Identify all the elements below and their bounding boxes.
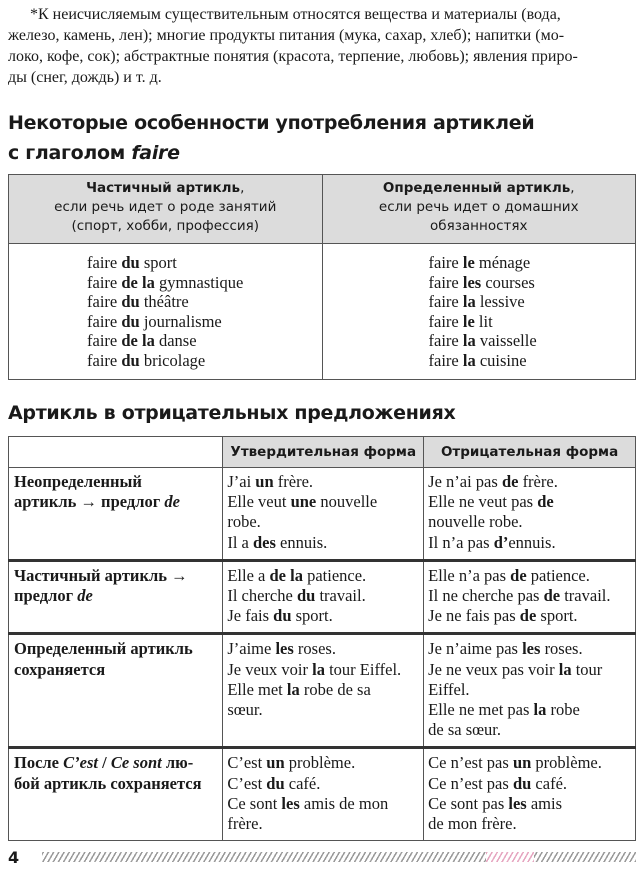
- sentence-text: sport.: [291, 606, 333, 626]
- sentence-text: patience.: [302, 565, 367, 585]
- verb-text: faire: [87, 292, 122, 312]
- footnote-line: локо, кофе, сок); абстрактные понятия (красота, терпение, любовь); явления приро-: [8, 48, 578, 65]
- negative-examples-cell: [424, 748, 636, 841]
- example-line: [428, 492, 631, 512]
- footnote: [8, 4, 636, 88]
- noun-text: théâtre: [139, 292, 189, 312]
- noun-text: sport: [139, 253, 177, 272]
- sentence-text: nouvelle: [316, 492, 378, 512]
- sentence-text: C’est: [227, 773, 267, 793]
- example-line: [87, 312, 316, 332]
- example-line: [227, 586, 419, 606]
- footnote-line: железо, камень, лен); многие продукты питания (мука, сахар, хлеб); напитки (мо-: [8, 27, 565, 44]
- rule-label-part: артикль → предлог: [14, 492, 165, 512]
- column-subtitle: если речь идет о домашних: [378, 199, 579, 215]
- noun-text: courses: [481, 272, 535, 292]
- sentence-text: Il n’a pas: [428, 532, 494, 552]
- sentence-text: Elle veut: [227, 492, 291, 512]
- sentence-text: nouvelle robe.: [428, 512, 523, 532]
- article-text: une: [290, 492, 317, 512]
- example-line: [428, 794, 631, 814]
- rule-label-part: бой артикль сохраняется: [14, 773, 202, 793]
- article-text: de: [537, 492, 554, 512]
- article-text: le: [462, 253, 475, 272]
- verb-text: faire: [87, 253, 122, 272]
- rule-label-cell: [9, 748, 223, 841]
- table-row: [9, 468, 636, 561]
- example-line: [227, 533, 419, 553]
- article-text: la: [286, 679, 300, 699]
- sentence-text: de sa sœur.: [428, 720, 502, 740]
- rule-label-cell: [9, 560, 223, 634]
- sentence-text: travail.: [315, 586, 366, 606]
- example-line: [87, 292, 316, 312]
- column-header-definite: [322, 175, 636, 244]
- noun-text: gymnastique: [154, 272, 244, 292]
- sentence-text: Elle ne met pas: [428, 700, 534, 720]
- rule-label-part: de: [77, 586, 93, 606]
- negation-article-table: [8, 436, 636, 841]
- sentence-text: roses.: [540, 639, 583, 659]
- negative-examples-cell: [424, 560, 636, 634]
- example-line: [429, 292, 630, 312]
- heading-line: Некоторые особенности употребления артиклей: [8, 112, 535, 134]
- article-text: la: [558, 659, 572, 679]
- sentence-text: Il ne cherche pas: [428, 586, 544, 606]
- sentence-text: frère.: [518, 472, 558, 491]
- sentence-text: travail.: [560, 586, 611, 606]
- article-text: un: [255, 472, 274, 491]
- rule-label-part: Частичный артикль →: [14, 565, 188, 585]
- rule-label-part: После: [14, 753, 64, 773]
- example-line: [227, 794, 419, 814]
- rule-label-part: Неопределенный: [14, 472, 142, 491]
- sentence-text: amis de mon: [299, 793, 389, 813]
- column-title-suffix: ,: [570, 180, 575, 196]
- section-heading-faire: [8, 108, 534, 168]
- article-text: de la: [121, 272, 155, 292]
- sentence-text: tour: [571, 659, 603, 679]
- verb-text: faire: [428, 292, 463, 312]
- sentence-text: café.: [531, 773, 568, 793]
- example-line: [428, 639, 631, 659]
- column-title-suffix: ,: [240, 180, 245, 196]
- article-text: de: [510, 565, 527, 585]
- article-text: de: [519, 606, 537, 626]
- column-title: Определенный артикль: [382, 180, 571, 196]
- example-line: [428, 512, 631, 532]
- sentence-text: Ce sont: [227, 793, 282, 813]
- sentence-text: sport.: [536, 606, 578, 626]
- sentence-text: robe.: [227, 512, 261, 532]
- article-text: du: [121, 292, 140, 312]
- sentence-text: Il a: [227, 532, 253, 552]
- article-text: du: [121, 350, 140, 370]
- article-text: la: [462, 292, 476, 312]
- verb-text: faire: [87, 272, 122, 292]
- footnote-line: ды (снег, дождь) и т. д.: [8, 69, 162, 86]
- sentence-text: Eiffel.: [428, 679, 470, 699]
- article-text: la: [533, 700, 547, 720]
- example-line: [227, 566, 419, 586]
- article-text: un: [512, 753, 532, 773]
- sentence-text: frère.: [227, 814, 263, 834]
- article-text: du: [121, 253, 140, 272]
- example-line: [227, 512, 419, 532]
- rule-label-part: de: [164, 492, 180, 512]
- example-line: [428, 566, 631, 586]
- noun-text: ménage: [474, 253, 531, 272]
- sentence-text: frère.: [273, 472, 314, 491]
- example-line: [87, 253, 316, 273]
- column-header-affirmative: Утвердительная форма: [223, 437, 424, 468]
- example-line: [227, 814, 419, 834]
- example-line: [87, 273, 316, 293]
- footer-decorative-hatch: [42, 852, 636, 862]
- example-line: [429, 273, 630, 293]
- rule-label-cell: [9, 634, 223, 748]
- noun-text: lit: [474, 311, 493, 331]
- article-text: la: [462, 331, 476, 351]
- example-line: [429, 351, 630, 371]
- sentence-text: Je ne fais pas: [428, 606, 520, 626]
- verb-text: faire: [428, 253, 463, 272]
- heading-line-prefix: с глаголом: [8, 142, 132, 164]
- example-line: [429, 253, 630, 273]
- sentence-text: Il cherche: [227, 586, 297, 606]
- column-subtitle: (спорт, хобби, профессия): [71, 218, 260, 234]
- example-line: [428, 753, 631, 773]
- article-text: de la: [121, 331, 155, 351]
- example-line: [227, 680, 419, 700]
- verb-text: faire: [428, 272, 463, 292]
- article-text: du: [266, 773, 285, 793]
- sentence-text: de mon frère.: [428, 814, 517, 834]
- example-line: [87, 331, 316, 351]
- example-line: [429, 312, 630, 332]
- article-text: un: [266, 753, 285, 773]
- negative-examples-cell: [424, 634, 636, 748]
- sentence-text: robe de sa: [299, 679, 371, 699]
- empty-header-cell: [9, 437, 223, 468]
- example-line: [428, 680, 631, 700]
- table-row: [9, 748, 636, 841]
- sentence-text: ennuis.: [508, 532, 556, 552]
- article-text: les: [275, 639, 294, 659]
- article-text: les: [522, 639, 541, 659]
- sentence-text: robe: [546, 700, 580, 720]
- heading-verb: faire: [131, 142, 180, 164]
- section-heading-negative: Артикль в отрицательных предложениях: [8, 402, 456, 424]
- sentence-text: Ce n’est pas: [428, 753, 513, 773]
- rule-label-part: Определенный артикль: [14, 639, 193, 659]
- example-line: [227, 606, 419, 626]
- table-row: [9, 560, 636, 634]
- column-header-negative: Отрицательная форма: [424, 437, 636, 468]
- affirmative-examples-cell: [223, 560, 424, 634]
- sentence-text: J’ai: [227, 472, 256, 491]
- sentence-text: Je veux voir: [227, 659, 313, 679]
- column-subtitle: если речь идет о роде занятий: [54, 199, 277, 215]
- noun-text: journalisme: [139, 311, 222, 331]
- affirmative-examples-cell: [223, 748, 424, 841]
- example-line: [87, 351, 316, 371]
- affirmative-examples-cell: [223, 634, 424, 748]
- article-text: de: [501, 472, 519, 491]
- article-text: du: [273, 606, 292, 626]
- page-number: 4: [8, 848, 20, 867]
- partitive-examples-cell: [9, 244, 323, 380]
- sentence-text: amis: [526, 793, 563, 813]
- example-line: [428, 606, 631, 626]
- sentence-text: patience.: [526, 565, 590, 585]
- sentence-text: J’aime: [227, 639, 276, 659]
- sentence-text: problème.: [531, 753, 602, 773]
- rule-label-part: сохраняется: [14, 659, 106, 679]
- rule-label-part: предлог: [14, 586, 78, 606]
- footnote-line: *К неисчисляемым существительным относятся вещества и материалы (вода,: [30, 6, 561, 23]
- rule-label-part: /: [97, 753, 111, 773]
- table-row: [9, 634, 636, 748]
- example-line: [227, 472, 419, 492]
- sentence-text: Elle ne veut pas: [428, 492, 538, 512]
- article-text: d’: [493, 532, 509, 552]
- sentence-text: ennuis.: [275, 532, 328, 552]
- negative-examples-cell: [424, 468, 636, 561]
- sentence-text: Je fais: [227, 606, 274, 626]
- sentence-text: Elle a: [227, 565, 270, 585]
- sentence-text: Ce n’est pas: [428, 773, 513, 793]
- article-text: de la: [269, 565, 303, 585]
- example-line: [227, 774, 419, 794]
- article-text: du: [121, 311, 140, 331]
- noun-text: vaisselle: [475, 331, 537, 351]
- sentence-text: Elle met: [227, 679, 287, 699]
- verb-text: faire: [428, 311, 463, 331]
- rule-label-part: Ce sont: [110, 753, 162, 773]
- verb-text: faire: [87, 331, 122, 351]
- sentence-text: café.: [284, 773, 321, 793]
- definite-examples-cell: [322, 244, 636, 380]
- sentence-text: Je n’ai pas: [428, 472, 502, 491]
- noun-text: lessive: [475, 292, 525, 312]
- example-line: [428, 814, 631, 834]
- article-text: du: [512, 773, 532, 793]
- example-line: [428, 720, 631, 740]
- article-text: les: [281, 793, 300, 813]
- noun-text: danse: [154, 331, 197, 351]
- column-subtitle: обязанностях: [430, 218, 528, 234]
- article-text: du: [296, 586, 316, 606]
- example-line: [428, 586, 631, 606]
- example-line: [429, 331, 630, 351]
- footer-accent-hatch: [486, 852, 534, 862]
- example-line: [428, 533, 631, 553]
- example-line: [428, 472, 631, 492]
- verb-text: faire: [87, 350, 122, 370]
- sentence-text: problème.: [284, 753, 356, 773]
- affirmative-examples-cell: [223, 468, 424, 561]
- article-text: la: [462, 350, 476, 370]
- article-text: des: [252, 532, 276, 552]
- example-line: [227, 753, 419, 773]
- example-line: [428, 774, 631, 794]
- example-line: [428, 660, 631, 680]
- noun-text: bricolage: [139, 350, 206, 370]
- example-line: [227, 639, 419, 659]
- article-text: de: [543, 586, 561, 606]
- faire-article-table: [8, 174, 636, 380]
- verb-text: faire: [87, 311, 122, 331]
- example-line: [227, 492, 419, 512]
- article-text: le: [462, 311, 475, 331]
- example-line: [227, 700, 419, 720]
- noun-text: cuisine: [475, 350, 527, 370]
- sentence-text: roses.: [293, 639, 336, 659]
- rule-label-cell: [9, 468, 223, 561]
- article-text: les: [462, 272, 482, 292]
- verb-text: faire: [428, 350, 463, 370]
- column-header-partitive: [9, 175, 323, 244]
- column-title: Частичный артикль: [86, 180, 241, 196]
- sentence-text: Ce sont pas: [428, 793, 509, 813]
- sentence-text: tour Eiffel.: [324, 659, 402, 679]
- rule-label-part: C’est: [63, 753, 98, 773]
- example-line: [428, 700, 631, 720]
- sentence-text: sœur.: [227, 700, 263, 720]
- rule-label-part: лю-: [161, 753, 194, 773]
- sentence-text: C’est: [227, 753, 267, 773]
- example-line: [227, 660, 419, 680]
- sentence-text: Je ne veux pas voir: [428, 659, 559, 679]
- sentence-text: Je n’aime pas: [428, 639, 523, 659]
- article-text: la: [312, 659, 325, 679]
- verb-text: faire: [428, 331, 463, 351]
- article-text: les: [508, 793, 527, 813]
- sentence-text: Elle n’a pas: [428, 565, 511, 585]
